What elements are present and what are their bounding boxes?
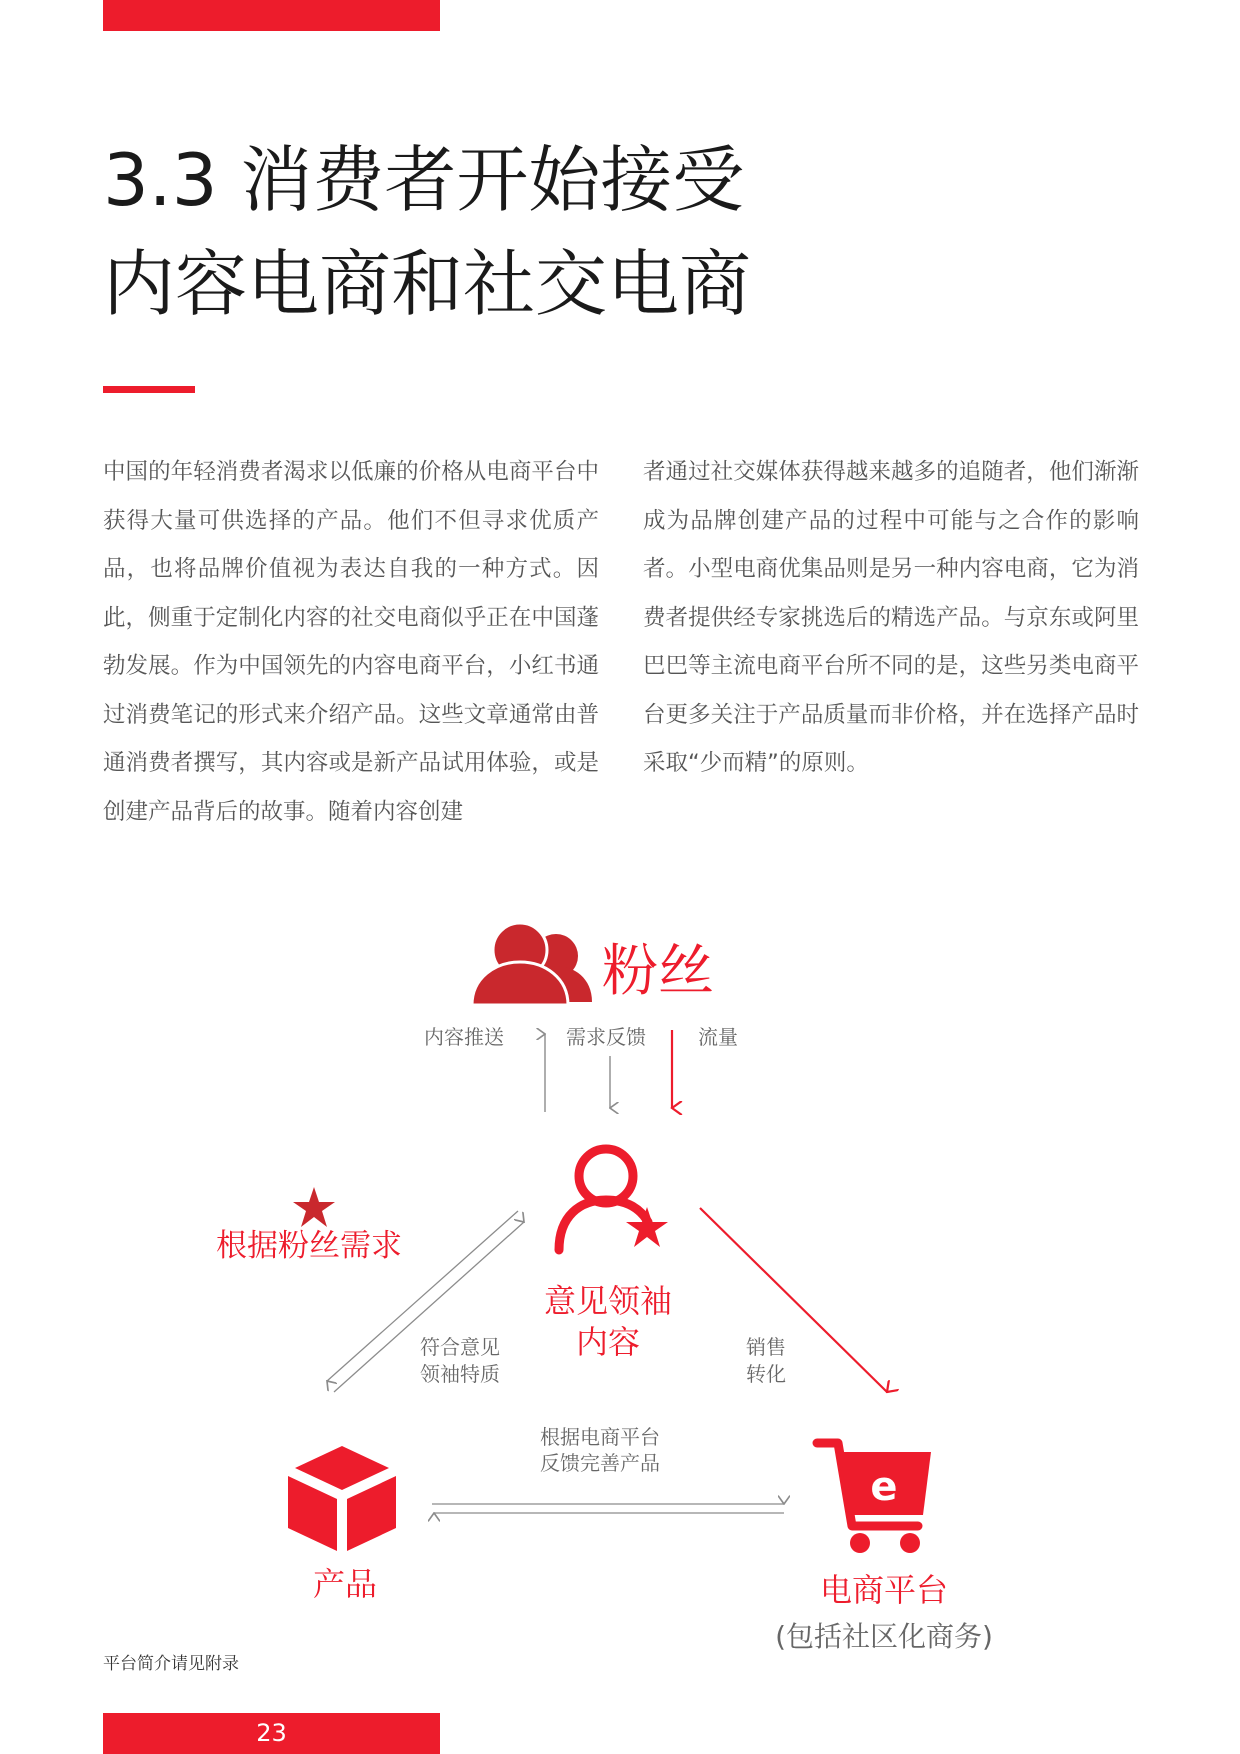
ecosystem-diagram: [0, 900, 1240, 1660]
sales-label-line-2: 转化: [746, 1362, 786, 1386]
traffic-label: 流量: [698, 1025, 738, 1049]
platform-feedback-label-line-1: 根据电商平台: [540, 1425, 660, 1449]
top-accent-bar: [103, 0, 440, 31]
body-text-right-column: 者通过社交媒体获得越来越多的追随者，他们渐渐成为品牌创建产品的过程中可能与之合作的影响者。小型电商优集品则是另一种内容电商，它为消费者提供经专家挑选后的精选产品。与京东或阿里巴巴等主流电商平台所不同的是，这些另类电商平台更多关注于产品质量而非价格，并在选择产品时采取“少而精”的原则。: [643, 459, 1139, 776]
sales-conversion-arrow: [700, 1208, 887, 1392]
page-number: 23: [103, 1713, 440, 1754]
title-underline: [103, 386, 195, 393]
cart-e-letter: e: [870, 1464, 898, 1510]
fans-label: 粉丝: [602, 939, 714, 1004]
product-box-icon: [288, 1446, 396, 1551]
fans-icon: [472, 923, 592, 1005]
platform-feedback-label-line-2: 反馈完善产品: [540, 1451, 660, 1475]
page-title-line-1: 3.3 消费者开始接受: [103, 138, 745, 222]
kol-label-line-1: 意见领袖: [543, 1282, 673, 1320]
content-push-label: 内容推送: [424, 1025, 504, 1049]
footnote: 平台简介请见附录: [103, 1654, 239, 1674]
shopping-cart-icon: [817, 1443, 931, 1553]
fit-kol-label-line-1: 符合意见: [420, 1335, 500, 1359]
product-label: 产品: [312, 1565, 378, 1603]
ecommerce-platform-label: 电商平台: [819, 1571, 949, 1609]
page-title: [103, 128, 1143, 336]
demand-feedback-label: 需求反馈: [566, 1025, 646, 1049]
star-icon: [293, 1187, 335, 1227]
kol-icon: [559, 1149, 668, 1250]
kol-label-line-2: 内容: [575, 1323, 641, 1361]
body-text-left-column: 中国的年轻消费者渴求以低廉的价格从电商平台中获得大量可供选择的产品。他们不但寻求优质产品，也将品牌价值视为表达自我的一种方式。因此，侧重于定制化内容的社交电商似乎正在中国蓬勃发展。作为中国领先的内容电商平台，小红书通过消费笔记的形式来介绍产品。这些文章通常由普通消费者撰写，其内容或是新产品试用体验，或是创建产品背后的故事。随着内容创建: [103, 459, 599, 825]
sales-label-line-1: 销售: [746, 1335, 786, 1359]
ecommerce-platform-note: (包括社区化商务): [775, 1620, 993, 1653]
per-fans-demand-label: 根据粉丝需求: [216, 1228, 402, 1264]
fit-kol-label-line-2: 领袖特质: [420, 1362, 500, 1386]
page-title-line-2: 内容电商和社交电商: [103, 242, 752, 326]
